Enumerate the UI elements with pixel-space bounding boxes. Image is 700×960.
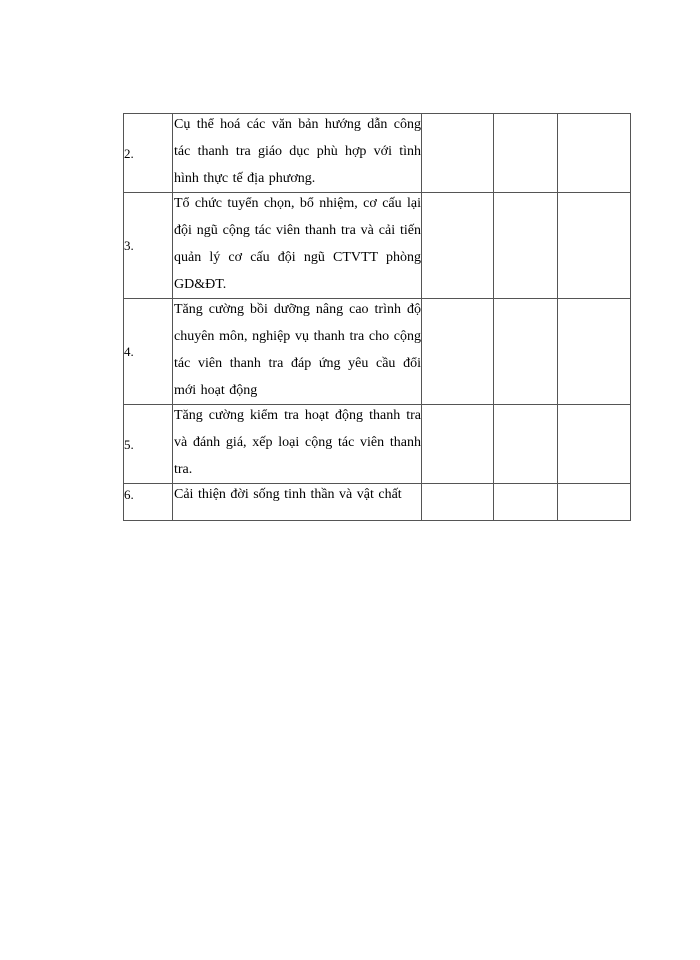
item-content-cell (173, 405, 422, 484)
item-text: Cải thiện đời sống tinh thần và vật chất (174, 487, 402, 502)
table-row (124, 114, 631, 193)
row-number: 6. (124, 487, 134, 502)
empty-cell (422, 193, 494, 299)
row-number-cell (124, 114, 173, 193)
row-number-cell (124, 484, 173, 521)
row-number-cell (124, 299, 173, 405)
empty-cell (422, 114, 494, 193)
empty-cell (558, 405, 631, 484)
empty-cell (558, 484, 631, 521)
table-row (124, 484, 631, 521)
item-text: Tổ chức tuyển chọn, bổ nhiệm, cơ cấu lại đội ngũ cộng tác viên thanh tra và cải tiến quản lý cơ cấu đội ngũ CTVTT phòng GD&ĐT. (174, 196, 421, 292)
row-number: 4. (124, 344, 134, 359)
item-content-cell (173, 484, 422, 521)
empty-cell (422, 405, 494, 484)
empty-cell (422, 484, 494, 521)
item-content-cell (173, 299, 422, 405)
item-content-cell (173, 193, 422, 299)
row-number: 3. (124, 238, 134, 253)
empty-cell (422, 299, 494, 405)
empty-cell (494, 193, 558, 299)
table-row (124, 405, 631, 484)
row-number: 2. (124, 145, 134, 161)
empty-cell (494, 114, 558, 193)
item-text: Tăng cường bồi dưỡng nâng cao trình độ chuyên môn, nghiệp vụ thanh tra cho cộng tác viên thanh tra đáp ứng yêu cầu đổi mới hoạt động (174, 302, 421, 398)
empty-cell (494, 299, 558, 405)
empty-cell (494, 405, 558, 484)
item-text: Tăng cường kiểm tra hoạt động thanh tra và đánh giá, xếp loại cộng tác viên thanh tra. (174, 408, 421, 477)
item-content-cell (173, 114, 422, 193)
row-number: 5. (124, 436, 134, 452)
item-text: Cụ thể hoá các văn bản hướng dẫn công tác thanh tra giáo dục phù hợp với tình hình thực tế địa phương. (174, 117, 421, 186)
empty-cell (558, 114, 631, 193)
empty-cell (558, 193, 631, 299)
empty-cell (558, 299, 631, 405)
survey-table (123, 113, 631, 521)
row-number-cell (124, 193, 173, 299)
row-number-cell (124, 405, 173, 484)
table-row (124, 193, 631, 299)
table-row (124, 299, 631, 405)
empty-cell (494, 484, 558, 521)
